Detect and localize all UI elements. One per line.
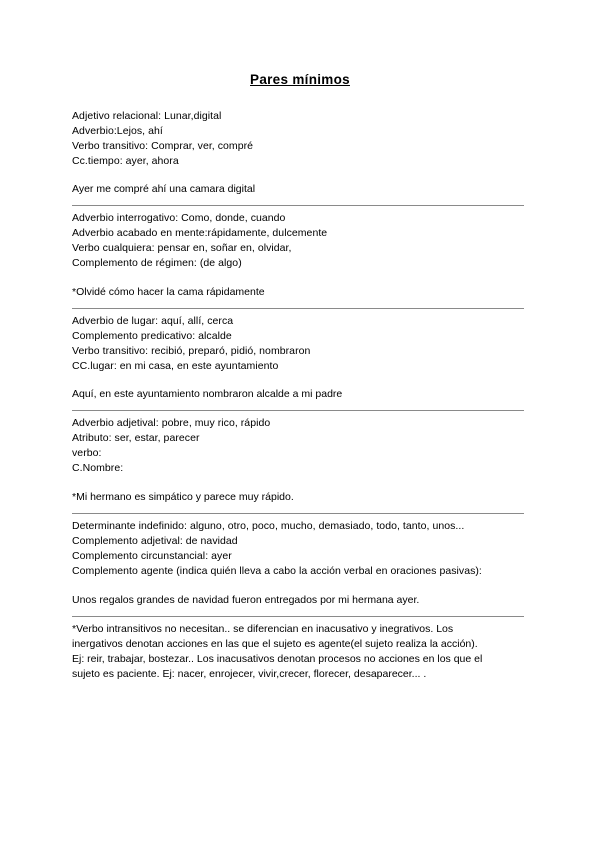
section-3-sentence: Aquí, en este ayuntamiento nombraron alcalde a mi padre (72, 388, 343, 400)
page-title: Pares mínimos (250, 72, 350, 87)
intransitive-verbs-note (72, 622, 532, 682)
section-divider (72, 205, 524, 206)
section-3-definitions (72, 314, 532, 374)
section-2-sentence: *Olvidé cómo hacer la cama rápidamente (72, 286, 265, 298)
note-line: Ej: reir, trabajar, bostezar.. Los inacusativos denotan procesos no acciones en los que el (72, 653, 483, 665)
definition-line: CC.lugar: en mi casa, en este ayuntamiento (72, 360, 279, 372)
definition-line: Adverbio acabado en mente:rápidamente, dulcemente (72, 227, 328, 239)
section-4-definitions (72, 416, 532, 476)
definition-line: Atributo: ser, estar, parecer (72, 432, 200, 444)
definition-line: Adverbio interrogativo: Como, donde, cuando (72, 212, 286, 224)
definition-line: Complemento predicativo: alcalde (72, 330, 232, 342)
definition-line: Verbo cualquiera: pensar en, soñar en, olvidar, (72, 242, 292, 254)
definition-line: Adverbio adjetival: pobre, muy rico, rápido (72, 417, 271, 429)
note-line: *Verbo intransitivos no necesitan.. se diferencian en inacusativo y inegrativos. Los (72, 623, 454, 635)
definition-line: Complemento agente (indica quién lleva a cabo la acción verbal en oraciones pasivas): (72, 565, 482, 577)
note-line: sujeto es paciente. Ej: nacer, enrojecer, vivir,crecer, florecer, desaparecer... . (72, 668, 427, 680)
definition-line: C.Nombre: (72, 462, 124, 474)
definition-line: Complemento de régimen: (de algo) (72, 257, 242, 269)
definition-line: Cc.tiempo: ayer, ahora (72, 155, 179, 167)
definition-line: Adjetivo relacional: Lunar,digital (72, 110, 222, 122)
section-2-definitions (72, 211, 532, 271)
section-5-definitions (72, 519, 532, 579)
section-4-sentence: *Mi hermano es simpático y parece muy rápido. (72, 491, 294, 503)
definition-line: Complemento circunstancial: ayer (72, 550, 232, 562)
section-1-sentence: Ayer me compré ahí una camara digital (72, 183, 256, 195)
section-divider (72, 513, 524, 514)
section-5-sentence: Unos regalos grandes de navidad fueron entregados por mi hermana ayer. (72, 594, 420, 606)
section-divider (72, 616, 524, 617)
note-line: inergativos denotan acciones en las que el sujeto es agente(el sujeto realiza la acción). (72, 638, 478, 650)
definition-line: Adverbio:Lejos, ahí (72, 125, 163, 137)
section-divider (72, 308, 524, 309)
definition-line: verbo: (72, 447, 102, 459)
definition-line: Complemento adjetival: de navidad (72, 535, 238, 547)
definition-line: Determinante indefinido: alguno, otro, poco, mucho, demasiado, todo, tanto, unos... (72, 520, 465, 532)
definition-line: Adverbio de lugar: aquí, allí, cerca (72, 315, 234, 327)
section-1-definitions (72, 109, 532, 169)
definition-line: Verbo transitivo: recibió, preparó, pidió, nombraron (72, 345, 311, 357)
section-divider (72, 410, 524, 411)
definition-line: Verbo transitivo: Comprar, ver, compré (72, 140, 254, 152)
